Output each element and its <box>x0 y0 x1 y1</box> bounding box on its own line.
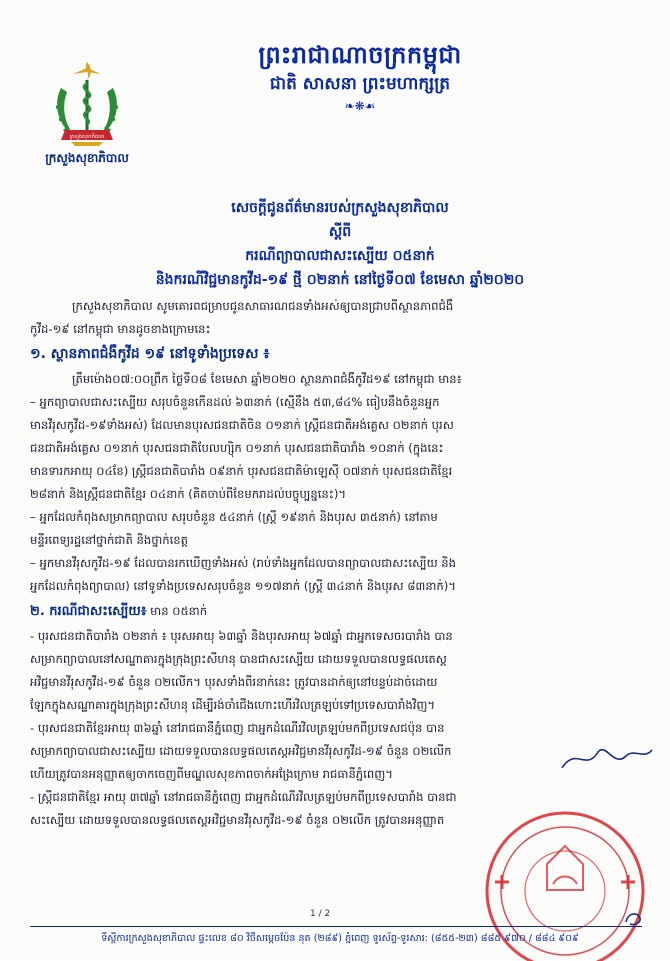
signature-mark-icon <box>556 738 656 778</box>
s2-bullet-1-line-1: - បុរសជនជាតិបារាំង ០២នាក់ ៖ បុរសអាយុ ៦៣ឆ្នាំ និងបុរសអាយុ ៦៧ឆ្នាំ ជាអ្នកទេសចរបារាំង បាន <box>30 629 453 643</box>
s1-bullet-3-line-1: – អ្នកមានវីរុសកូវីដ-១៩ ដែលបានរកឃើញទាំងអស់ (រាប់ទាំងអ្នកដែលបានព្យាបាលជាសះស្បើយ និង <box>30 556 457 570</box>
s2-bullet-1-line-2: សម្រាកព្យាបាលនៅសណ្ឋាគារក្នុងក្រុងព្រះសីហនុ បានជាសះស្បើយ ដោយទទួលបានលទ្ធផលតេស្ត <box>30 652 447 666</box>
ministry-logo-icon <box>47 58 127 148</box>
title-line-1: សេចក្តីជូនព័ត៌មានរបស់ក្រសួងសុខាភិបាល <box>231 200 449 216</box>
s2-bullet-1-line-3: អវិជ្ជមានវីរុសកូវីដ-១៩ ចំនួន ០២លើក។ បុរសទាំងពីរនាក់នេះ ត្រូវបានដាក់ឲ្យនៅបន្ទប់ដាច់ដោយ <box>30 675 438 689</box>
s1-bullet-1-line-3: ជនជាតិអង់គ្លេស ០១នាក់ បុរសជនជាតិបែលហ្ស៊ិក ០១នាក់ បុរសជនជាតិបារាំង ១០នាក់ (ក្នុងនេះ <box>30 441 444 455</box>
kingdom-header <box>180 40 540 114</box>
document-title <box>110 196 570 292</box>
s1-bullet-1-line-2: មានវីរុសកូវីដ-១៩ទាំងអស់) ដែលមានបុរសជនជាតិចិន ០១នាក់ ស្ត្រីជនជាតិអង់គ្លេស ០២នាក់ បុរស <box>30 418 454 432</box>
section-2-count: មាន ០៥នាក់ <box>146 604 208 618</box>
ministry-logo-block <box>32 58 142 168</box>
title-line-3: ករណីព្យាបាលជាសះស្បើយ ០៥នាក់ <box>245 248 435 264</box>
intro-line-2: កូវីដ-១៩ នៅកម្ពុជា មានដូចខាងក្រោមនេះ <box>30 322 211 336</box>
footer-address: ទីស្តីការក្រសួងសុខាភិបាល ផ្ទះលេខ ៨០ វិថីសម្តេចប៉ែន នុត (២៨៩) ភ្នំពេញ ទូរស័ព្ទ-ទូរសារ: (៨៥៥-២៣) ៨៨៥ ៩៧០ / ៨៨៤ ៩០៩ <box>101 933 579 944</box>
corner-initial-icon <box>622 908 646 928</box>
section-1-heading: ១. ស្ថានភាពជំងឺកូវីដ ១៩ នៅទូទាំងប្រទេស ៖ <box>30 346 270 362</box>
logo-banner-text: ក្រសួងសុខាភិបាល <box>69 134 105 140</box>
title-line-4: និងករណីវិជ្ជមានកូវីដ-១៩ ថ្មី ០២នាក់ នៅថ្ងៃទី០៧ ខែមេសា ឆ្នាំ២០២០ <box>155 272 525 288</box>
section-2-heading: ២. ករណីជាសះស្បើយ៖ <box>30 604 147 619</box>
s1-bullet-2-line-1: – អ្នកដែលកំពុងសម្រាកព្យាបាល សរុបចំនួន ៥៤នាក់ (ស្ត្រី ១៩នាក់ និងបុរស ៣៥នាក់) នៅតាម <box>30 510 438 524</box>
page-number: 1 / 2 <box>310 909 331 919</box>
s1-bullet-2-line-2: មន្ទីរពេទ្យរដ្ឋនៅថ្នាក់ជាតិ និងថ្នាក់ខេត្ត <box>30 533 189 547</box>
intro-line-1: ក្រសួងសុខាភិបាល សូមគោរពជម្រាបជូនសាធារណជនទាំងអស់ឲ្យបានជ្រាបពីស្ថានភាពជំងឺ <box>72 299 454 313</box>
s2-bullet-3-line-2: សះស្បើយ ដោយទទួលបានលទ្ធផលតេស្តអវិជ្ជមានវីរុសកូវីដ-១៩ ចំនួន ០២លើក ត្រូវបានអនុញ្ញាត <box>30 813 445 827</box>
section-2-heading-line <box>30 598 642 625</box>
s2-bullet-3-line-1: - ស្ត្រីជនជាតិខ្មែរ អាយុ ៣៧ឆ្នាំ នៅរាជធានីភ្នំពេញ ជាអ្នកដំណើរវិលត្រឡប់មកពីប្រទេសបារាំង បានជា <box>30 790 457 804</box>
document-body <box>30 295 642 832</box>
national-motto: ជាតិ សាសនា ព្រះមហាក្សត្រ <box>269 74 451 94</box>
title-line-2: ស្តីពី <box>328 224 352 240</box>
footer-divider <box>30 926 642 927</box>
s1-bullet-1-line-4: មានទារកអាយុ ០៤ខែ) ស្ត្រីជនជាតិបារាំង ០៩នាក់ បុរសជនជាតិម៉ាឡេស៊ី ០៧នាក់ បុរសជនជាតិខ្មែរ <box>30 464 453 478</box>
s1-bullet-1-line-5: ២៨នាក់ និងស្ត្រីជនជាតិខ្មែរ ០៤នាក់ (គិតចាប់ពីខែមករាដល់បច្ចុប្បន្ននេះ)។ <box>30 487 347 501</box>
kingdom-title: ព្រះរាជាណាចក្រកម្ពុជា <box>258 41 462 69</box>
s2-bullet-2-line-3: ហើយត្រូវបានអនុញ្ញាតឲ្យចាកចេញពីមណ្ឌលសុខភាពចាក់អង្រែក្រោម រាជធានីភ្នំពេញ។ <box>30 767 393 781</box>
s2-bullet-1-line-4: ឡែកក្នុងសណ្ឋាគារក្នុងក្រុងព្រះសីហនុ ដើម្បីរង់ចាំជើងហោះហើរវិលត្រឡប់ទៅប្រទេសបារាំងវិញ។ <box>30 698 436 712</box>
ornament-divider: ❧❋☙ <box>344 99 376 113</box>
section-1-lead: ត្រឹមម៉ោង០៧:០០ព្រឹក ថ្ងៃទី០៨ ខែមេសា ឆ្នាំ២០២០ ស្ថានភាពជំងឺកូវីដ១៩ នៅកម្ពុជា មាន៖ <box>72 372 462 386</box>
s2-bullet-2-line-1: - បុរសជនជាតិខ្មែរអាយុ ៣៦ឆ្នាំ នៅរាជធានីភ្នំពេញ ជាអ្នកដំណើរវិលត្រឡប់មកពីប្រទេសជប៉ុន បាន <box>30 721 445 735</box>
s2-bullet-2-line-2: សម្រាកព្យាបាលជាសះស្បើយ ដោយទទួលបានលទ្ធផលតេស្តអវិជ្ជមានវីរុសកូវីដ-១៩ ចំនួន ០២លើក <box>30 744 452 758</box>
s1-bullet-3-line-2: អ្នកដែលកំពុងព្យាបាល) នៅទូទាំងប្រទេសសរុបចំនួន ១១៧នាក់ (ស្ត្រី ៣៤នាក់ និងបុរស ៨៣នាក់)។ <box>30 579 456 593</box>
s1-bullet-1-line-1: – អ្នកព្យាបាលជាសះស្បើយ សរុបចំនួនកើនដល់ ៦៣នាក់ (ស្មើនឹង ៥៣,៨៤% ធៀបនឹងចំនួនអ្នក <box>30 395 440 409</box>
ministry-name: ក្រសួងសុខាភិបាល <box>45 151 129 165</box>
